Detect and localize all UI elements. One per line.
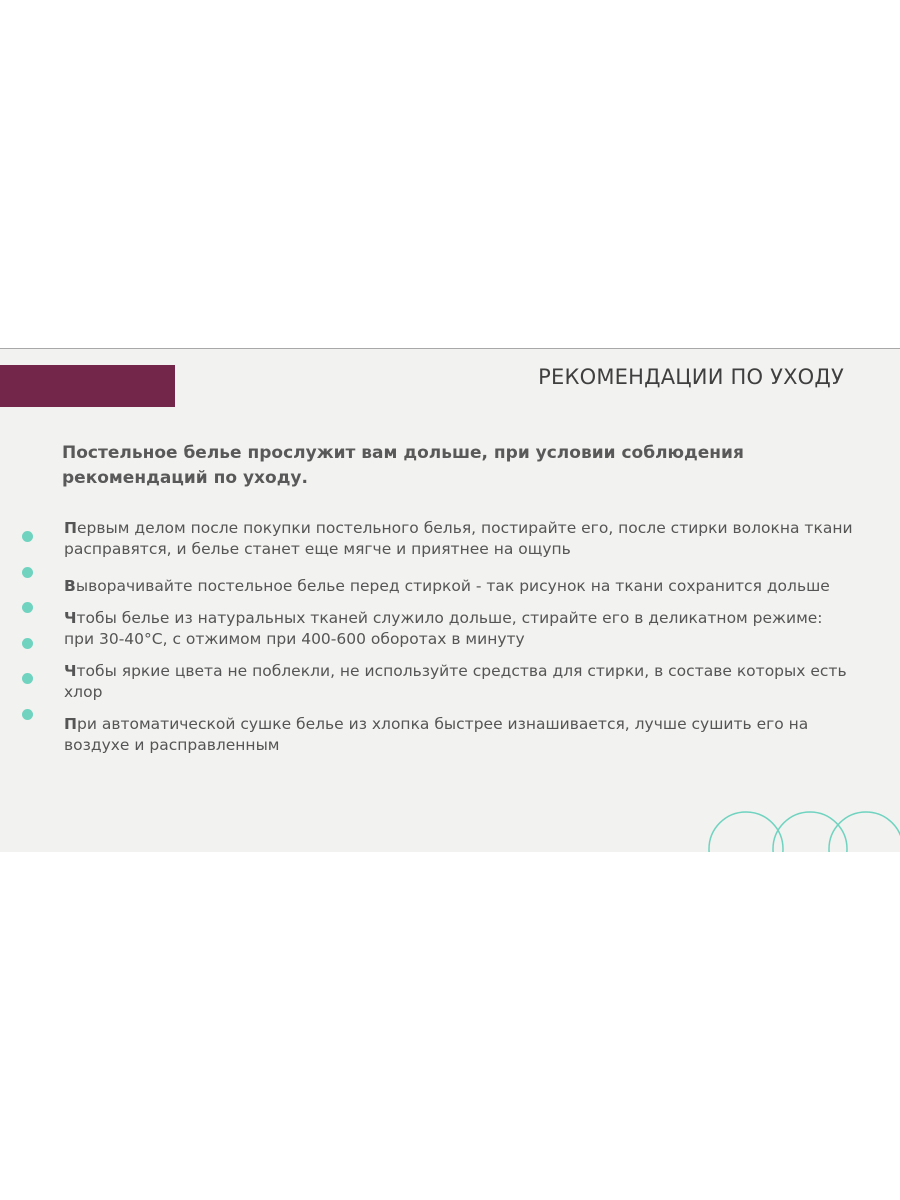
circle-outline-icon xyxy=(773,812,847,852)
slide-title: РЕКОМЕНДАЦИИ ПО УХОДУ xyxy=(538,365,844,389)
care-slide xyxy=(0,348,900,852)
decorative-circles-icon xyxy=(700,789,900,852)
list-item: Чтобы белье из натуральных тканей служило дольше, стирайте его в деликатном режиме: при 30-40°С, с отжимом при 400-600 оборотах в минуту xyxy=(64,609,823,648)
intro-text: Постельное белье прослужит вам дольше, при условии соблюдения рекомендаций по уходу. xyxy=(62,443,744,488)
circle-outline-icon xyxy=(709,812,783,852)
bullet-column xyxy=(18,527,38,727)
list-item: При автоматической сушке белье из хлопка быстрее изнашивается, лучше сушить его на воздухе и расправленным xyxy=(64,715,809,754)
list-item: Выворачивайте постельное белье перед стиркой - так рисунок на ткани сохранится дольше xyxy=(64,577,830,595)
list-item: Чтобы яркие цвета не поблекли, не используйте средства для стирки, в составе которых есть хлор xyxy=(64,662,847,701)
accent-bar xyxy=(0,365,175,407)
care-list xyxy=(64,518,854,756)
bullet-dot-icon xyxy=(22,602,33,613)
circle-outline-icon xyxy=(829,812,900,852)
bullet-dot-icon xyxy=(22,638,33,649)
bullet-dot-icon xyxy=(22,709,33,720)
bullet-dot-icon xyxy=(22,567,33,578)
list-item: Первым делом после покупки постельного белья, постирайте его, после стирки волокна ткани расправятся, и белье станет еще мягче и приятнее на ощупь xyxy=(64,519,853,558)
bullet-dot-icon xyxy=(22,531,33,542)
bullet-dot-icon xyxy=(22,673,33,684)
